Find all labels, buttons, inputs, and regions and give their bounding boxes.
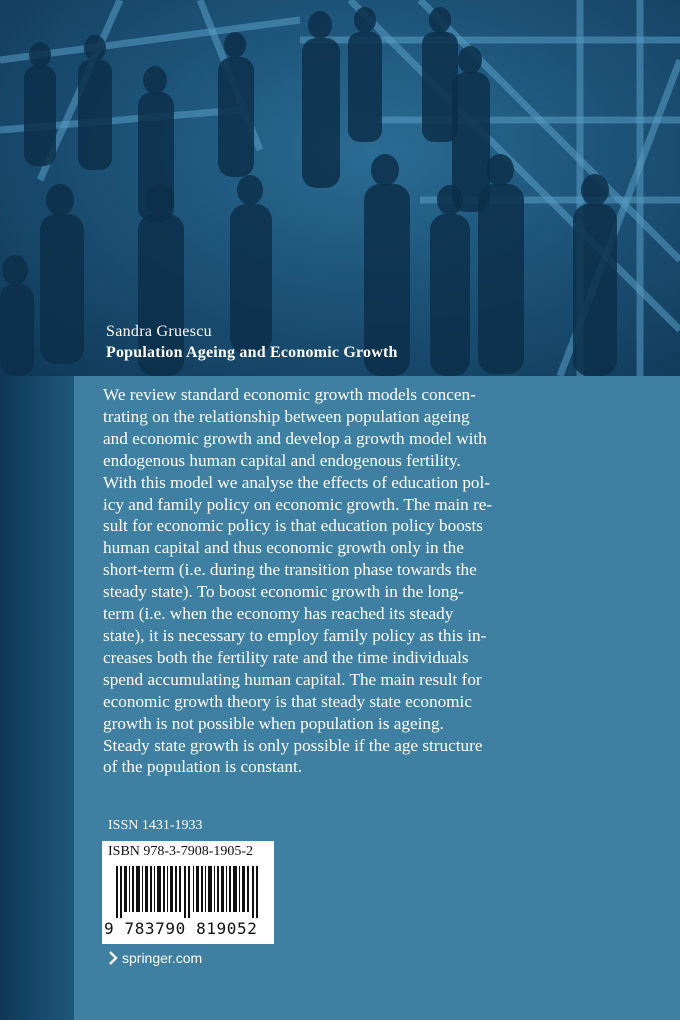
blurb-line: Steady state growth is only possible if the age structure	[103, 735, 483, 755]
blurb-line: icy and family policy on economic growth. The main re-	[103, 494, 493, 514]
blurb-line: With this model we analyse the effects of education pol-	[103, 472, 491, 492]
crowd-photo-illustration	[0, 0, 680, 376]
blurb-line: spend accumulating human capital. The main result for	[103, 669, 482, 689]
blurb-line: endogenous human capital and endogenous fertility.	[103, 450, 461, 470]
blurb-line: sult for economic policy is that education policy boosts	[103, 516, 483, 536]
author-name: Sandra Gruescu	[106, 323, 212, 340]
ean-digits: 9 783790 819052	[104, 919, 258, 938]
blurb-line: trating on the relationship between population ageing	[103, 406, 470, 426]
blurb-line: growth is not possible when population is ageing.	[103, 713, 444, 733]
issn-number: ISSN 1431-1933	[108, 818, 203, 833]
blurb-line: steady state). To boost economic growth in the long-	[103, 582, 464, 602]
book-title: Population Ageing and Economic Growth	[106, 344, 398, 361]
blurb-line: of the population is constant.	[103, 757, 303, 777]
isbn-barcode-box	[102, 841, 274, 944]
blurb-line: short-term (i.e. during the transition phase towards the	[103, 560, 477, 580]
barcode-icon	[108, 866, 266, 918]
publisher-url[interactable]: springer.com	[122, 950, 203, 966]
blurb-line: We review standard economic growth models concen-	[103, 385, 476, 404]
blurb-line: economic growth theory is that steady state economic	[103, 691, 472, 711]
blurb-line: human capital and thus economic growth only in the	[103, 538, 464, 558]
chevron-right-icon	[108, 951, 118, 965]
blurb-line: state), it is necessary to employ family policy as this in-	[103, 625, 487, 645]
crowd-photo	[0, 0, 680, 376]
spine-strip	[0, 376, 74, 1020]
isbn-number: ISBN 978-3-7908-1905-2	[108, 844, 254, 859]
blurb-line: creases both the fertility rate and the time individuals	[103, 647, 469, 667]
blurb-line: term (i.e. when the economy has reached its steady	[103, 604, 454, 624]
blurb-line: and economic growth and develop a growth model with	[103, 428, 487, 448]
blurb-text	[103, 384, 563, 778]
publisher-link[interactable]	[108, 950, 202, 966]
